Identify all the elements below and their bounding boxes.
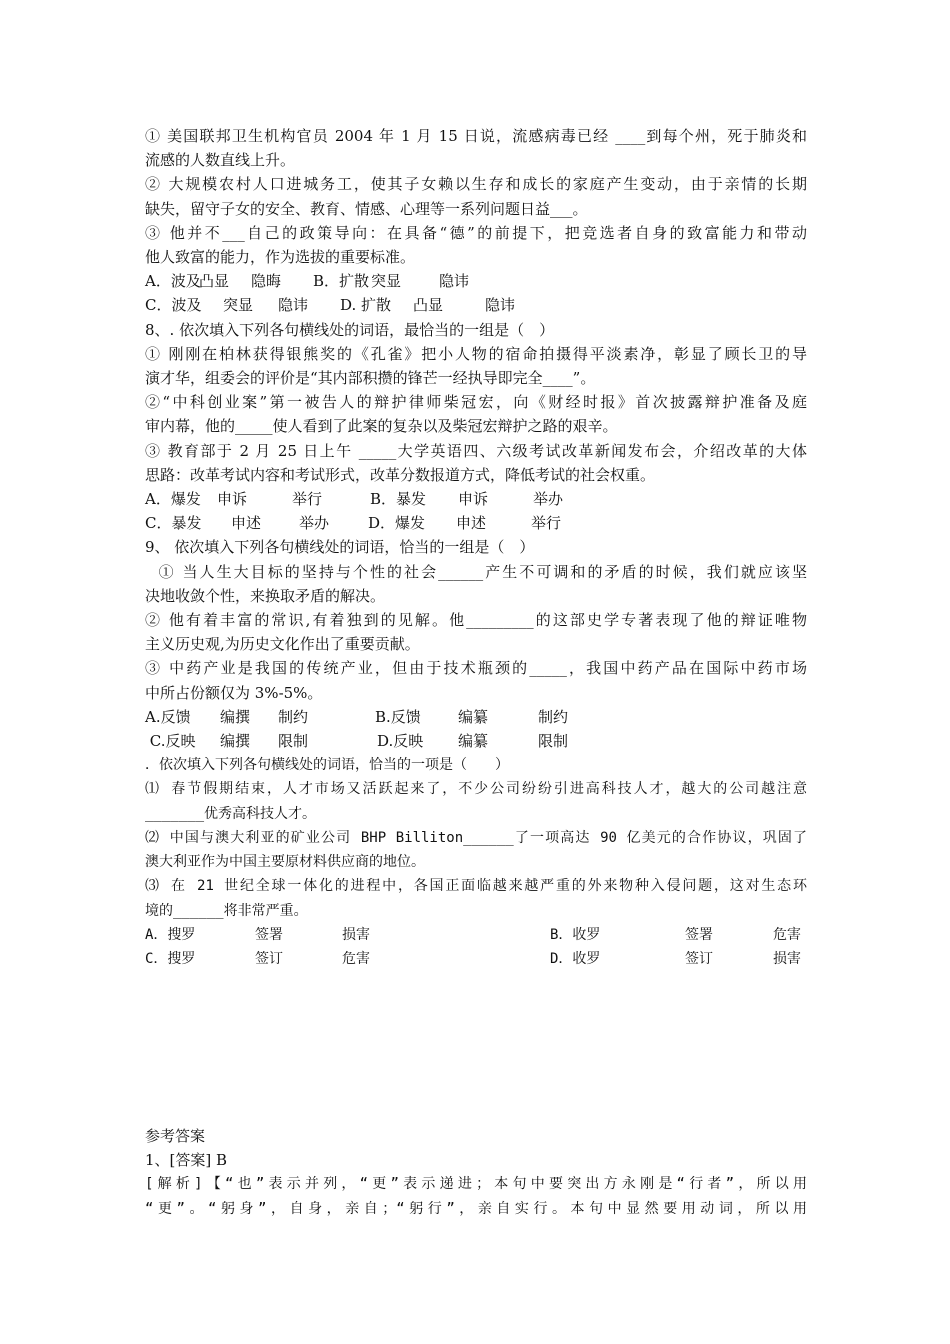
option-d-word-1: D.反映 xyxy=(377,732,424,751)
option-a-word-3: 隐晦 xyxy=(251,272,282,291)
q10-options-ab xyxy=(145,923,807,947)
option-b-word-3: 危害 xyxy=(773,926,801,943)
option-c-word-2: 申述 xyxy=(231,514,262,533)
q9-item-2-line-2: 主义历史观,为历史文化作出了重要贡献。 xyxy=(145,635,420,654)
q9-options-ab xyxy=(145,705,807,729)
option-a-word-2: 签署 xyxy=(255,926,283,943)
option-a-word-1: A.反馈 xyxy=(145,707,191,726)
option-a-word-3: 制约 xyxy=(278,707,309,726)
option-d-word-3: 损害 xyxy=(773,950,801,967)
q10-stem: ．依次填入下列各句横线处的词语，恰当的一项是（ ） xyxy=(145,757,509,774)
explanation-line-1: [解析]【“也”表示并列，“更”表示递进；本句中要突出方永刚是“行者”，所以用 xyxy=(145,1176,807,1193)
q10-item-3-line-1: ⑶ 在 21 世纪全球一体化的进程中，各国正面临越来越严重的外来物种入侵问题，这对生态环 xyxy=(145,878,807,895)
q10-options-cd xyxy=(145,947,807,971)
option-c-word-1: C．搜罗 xyxy=(145,950,196,967)
q10-item-2-line-2: 澳大利亚作为中国主要原材料供应商的地位。 xyxy=(145,854,425,871)
question-section xyxy=(145,124,807,971)
option-d-word-2: 凸显 xyxy=(413,296,444,315)
q7-item-2-line-1: ② 大规模农村人口进城务工，使其子女赖以生存和成长的家庭产生变动，由于亲情的长期 xyxy=(145,175,807,194)
q10-item-1-line-2: _______优秀高科技人才。 xyxy=(145,805,317,822)
option-a-word-2: 凸显 xyxy=(199,272,230,291)
option-d-word-1: D. 扩散 xyxy=(340,296,392,315)
q7-options-cd xyxy=(145,293,807,317)
q7-item-3-line-1: ③ 他并不___自己的政策导向：在具备“德”的前提下，把竞选者自身的致富能力和带动 xyxy=(145,223,807,242)
option-c-word-1: C.反映 xyxy=(145,732,196,751)
q7-item-3-line-2: 他人致富的能力，作为选拔的重要标准。 xyxy=(145,248,416,267)
option-c-word-3: 隐讳 xyxy=(278,296,309,315)
option-b-word-1: B．暴发 xyxy=(370,490,427,509)
option-c-word-3: 限制 xyxy=(278,732,309,751)
q10-item-2-line-1: ⑵ 中国与澳大利亚的矿业公司 BHP Billiton______了一项高达 90 亿美元的合作协议，巩固了 xyxy=(145,829,807,846)
option-d-word-2: 签订 xyxy=(685,950,713,967)
q9-item-2-line-1: ② 他有着丰富的常识,有着独到的见解。他_________的这部史学专著表现了他的辩证唯物 xyxy=(145,611,807,630)
q8-options-ab xyxy=(145,487,807,511)
option-a-word-1: A．波及 xyxy=(145,272,201,291)
q8-item-2-line-1: ②“中科创业案”第一被告人的辩护律师柴冠宏，向《财经时报》首次披露辩护准备及庭 xyxy=(145,393,807,412)
option-b-word-1: B.反馈 xyxy=(375,707,421,726)
option-d-word-1: D．收罗 xyxy=(550,950,601,967)
q9-item-1-line-2: 决地收敛个性，来换取矛盾的解决。 xyxy=(145,586,386,605)
option-d-word-2: 申述 xyxy=(456,514,487,533)
option-b-word-3: 制约 xyxy=(538,707,569,726)
q9-item-3-line-1: ③ 中药产业是我国的传统产业，但由于技术瓶颈的_____，我国中药产品在国际中药市场 xyxy=(145,659,807,678)
option-d-word-3: 举行 xyxy=(531,514,562,533)
option-b-word-3: 隐讳 xyxy=(439,272,470,291)
q7-options-ab xyxy=(145,269,807,293)
explanation-line-2: “更”。“躬身”，自身，亲自；“躬行”，亲自实行。本句中显然要用动词，所以用 xyxy=(145,1200,807,1217)
option-c-word-3: 举办 xyxy=(299,514,330,533)
option-b-word-2: 申诉 xyxy=(458,490,489,509)
option-a-word-1: A．爆发 xyxy=(145,490,201,509)
option-b-word-3: 举办 xyxy=(533,490,564,509)
q9-stem: 9、 依次填入下列各句横线处的词语，恰当的一组是（ ） xyxy=(145,538,535,557)
q9-options-cd xyxy=(145,729,807,753)
q9-item-3-line-2: 中所占份额仅为 3%-5%。 xyxy=(145,683,323,702)
q8-item-2-line-2: 审内幕，他的_____使人看到了此案的复杂以及柴冠宏辩护之路的艰辛。 xyxy=(145,417,618,436)
option-a-word-1: A．搜罗 xyxy=(145,926,196,943)
option-a-word-3: 损害 xyxy=(342,926,370,943)
option-b-word-1: B．收罗 xyxy=(550,926,601,943)
option-d-word-2: 编纂 xyxy=(458,732,489,751)
q8-item-1-line-2: 演才华，组委会的评价是“其内部积攒的锋芒一经执导即完全____”。 xyxy=(145,369,596,388)
q7-item-2-line-2: 缺失，留守子女的安全、教育、情感、心理等一系列问题日益___。 xyxy=(145,199,588,218)
answers-heading: 参考答案 xyxy=(145,1127,206,1145)
q10-item-3-line-2: 境的______将非常严重。 xyxy=(145,902,308,919)
q10-item-1-line-1: ⑴ 春节假期结束，人才市场又活跃起来了，不少公司纷纷引进高科技人才，越大的公司越注意 xyxy=(145,781,807,798)
q8-item-1-line-1: ① 刚刚在柏林获得银熊奖的《孔雀》把小人物的宿命拍摄得平淡素净，彰显了顾长卫的导 xyxy=(145,344,807,363)
option-d-word-3: 限制 xyxy=(538,732,569,751)
q8-stem: 8、. 依次填入下列各句横线处的词语，最恰当的一组是（ ） xyxy=(145,320,555,339)
q9-item-1-line-1: ① 当人生大目标的坚持与个性的社会______产生不可调和的矛盾的时候，我们就应该坚 xyxy=(145,562,807,581)
answer-section xyxy=(145,1124,807,1221)
option-c-word-1: C．波及 xyxy=(145,296,202,315)
option-c-word-1: C．暴发 xyxy=(145,514,202,533)
option-d-word-3: 隐讳 xyxy=(485,296,516,315)
option-b-word-1: B．扩散 xyxy=(313,272,370,291)
option-b-word-2: 突显 xyxy=(371,272,402,291)
option-c-word-3: 危害 xyxy=(342,950,370,967)
option-a-word-2: 编撰 xyxy=(220,707,251,726)
option-a-word-2: 申诉 xyxy=(217,490,248,509)
option-d-word-1: D．爆发 xyxy=(368,514,426,533)
option-b-word-2: 签署 xyxy=(685,926,713,943)
q8-item-3-line-2: 思路：改革考试内容和考试形式，改革分数报道方式，降低考试的社会权重。 xyxy=(145,465,656,484)
q8-item-3-line-1: ③ 教育部于 2 月 25 日上午 _____大学英语四、六级考试改革新闻发布会，介绍改革的大体 xyxy=(145,441,807,460)
option-c-word-2: 签订 xyxy=(255,950,283,967)
q7-item-1-line-1: ① 美国联邦卫生机构官员 2004 年 1 月 15 日说，流感病毒已经 ____到每个州，死于肺炎和 xyxy=(145,127,807,145)
q7-item-1-line-2: 流感的人数直线上升。 xyxy=(145,151,296,170)
option-c-word-2: 编撰 xyxy=(220,732,251,751)
option-a-word-3: 举行 xyxy=(292,490,323,509)
option-b-word-2: 编纂 xyxy=(458,707,489,726)
q8-options-cd xyxy=(145,511,807,535)
option-c-word-2: 突显 xyxy=(223,296,254,315)
answer-1: 1、[答案] B xyxy=(145,1151,228,1170)
